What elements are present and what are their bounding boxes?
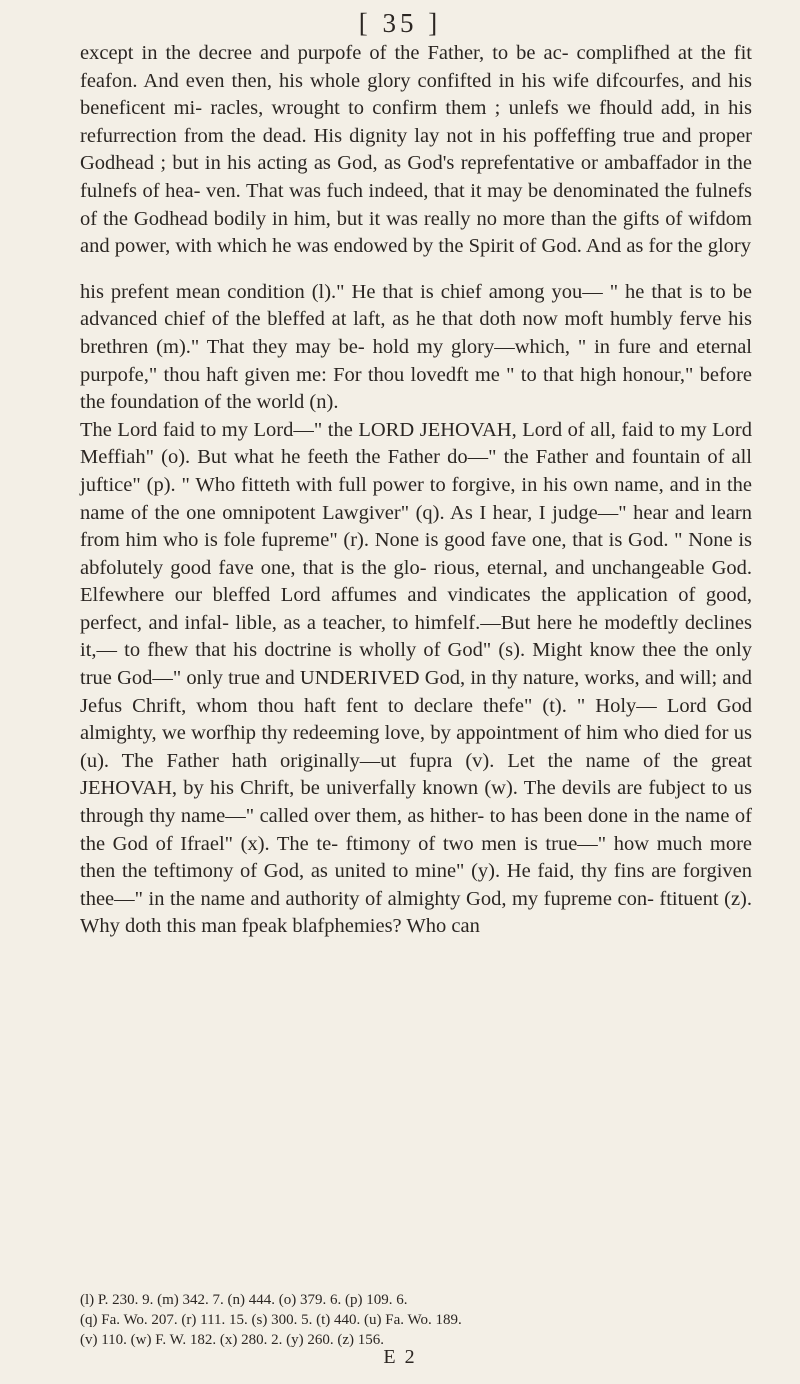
paragraph: except in the decree and purpofe of the Father, to be ac- complifhed at the fit feafon. And even then, his whole glory confifted in his wife difcourfes, and his beneficent mi- racles, wrought to confirm them ; unlefs we fhould add, in his refurrection from the dead. His dignity lay not in his poffeffing true and proper Godhead ; but in his acting as God, as God's reprefentative or ambaffador in the fulnefs of hea- ven. That was fuch indeed, that it may be denominated the fulnefs of the Godhead bodily in him, but it was really no more than the gifts of wifdom and power, with which he was endowed by the Spirit of God. And as for the glory	[80, 42, 752, 258]
signature-mark: E 2	[383, 1346, 417, 1368]
paragraph: The Lord faid to my Lord—" the LORD JEHOVAH, Lord of all, faid to my Lord Meffiah" (o). But what he feeth the Father do—" the Father and fountain of all juftice" (p). " Who fitteth with full power to forgive, in his own name, and in the name of the one omnipotent Lawgiver" (q). As I hear, I judge—" hear and learn from him who is fole fupreme" (r). None is good fave one, that is God. " None is abfolutely good fave one, that is the glo- rious, eternal, and unchangeable God. Elfewhere our bleffed Lord affumes and vindicates the application of good, perfect, and infal- lible, as a teacher, to himfelf.—But here he modeftly declines it,— to fhew that his doctrine is wholly of God" (s). Might know thee the only true God—" only true and UNDERIVED God, in thy nature, works, and will; and Jefus Chrift, whom thou haft fent to declare thefe" (t). " Holy— Lord God almighty, we worfhip thy redeeming love, by appointment of him who died for us (u). The Father hath originally—ut fupra (v). Let the name of the great JEHOVAH, by his Chrift, be univerfally known (w). The devils are fubject to us through thy name—" called over them, as hither- to has been done in the name of the God of Ifrael" (x). The te- ftimony of two men is true—" how much more then the teftimony of God, as united to mine" (y). He faid, thy fins are forgiven thee—" in the name and authority of almighty God, my fupreme con- ftituent (z). Why doth this man fpeak blafphemies? Who can	[80, 418, 752, 938]
footnotes	[80, 1290, 752, 1350]
paragraph: his prefent mean condition (l)." He that is chief among you— " he that is to be advanced chief of the bleffed at laft, as he that doth now moft humbly ferve his brethren (m)." That they may be- hold my glory—which, " in fure and eternal purpofe," thou haft given me: For thou lovedft me " to that high honour," before the foundation of the world (n).	[80, 280, 752, 414]
main-text	[80, 40, 752, 941]
footnote-line: (l) P. 230. 9. (m) 342. 7. (n) 444. (o) 379. 6. (p) 109. 6.	[80, 1292, 408, 1308]
footnote-line: (v) 110. (w) F. W. 182. (x) 280. 2. (y) 260. (z) 156.	[80, 1332, 385, 1348]
footnote-line: (q) Fa. Wo. 207. (r) 111. 15. (s) 300. 5. (t) 440. (u) Fa. Wo. 189.	[80, 1312, 462, 1328]
page-number: [ 35 ]	[358, 8, 442, 38]
